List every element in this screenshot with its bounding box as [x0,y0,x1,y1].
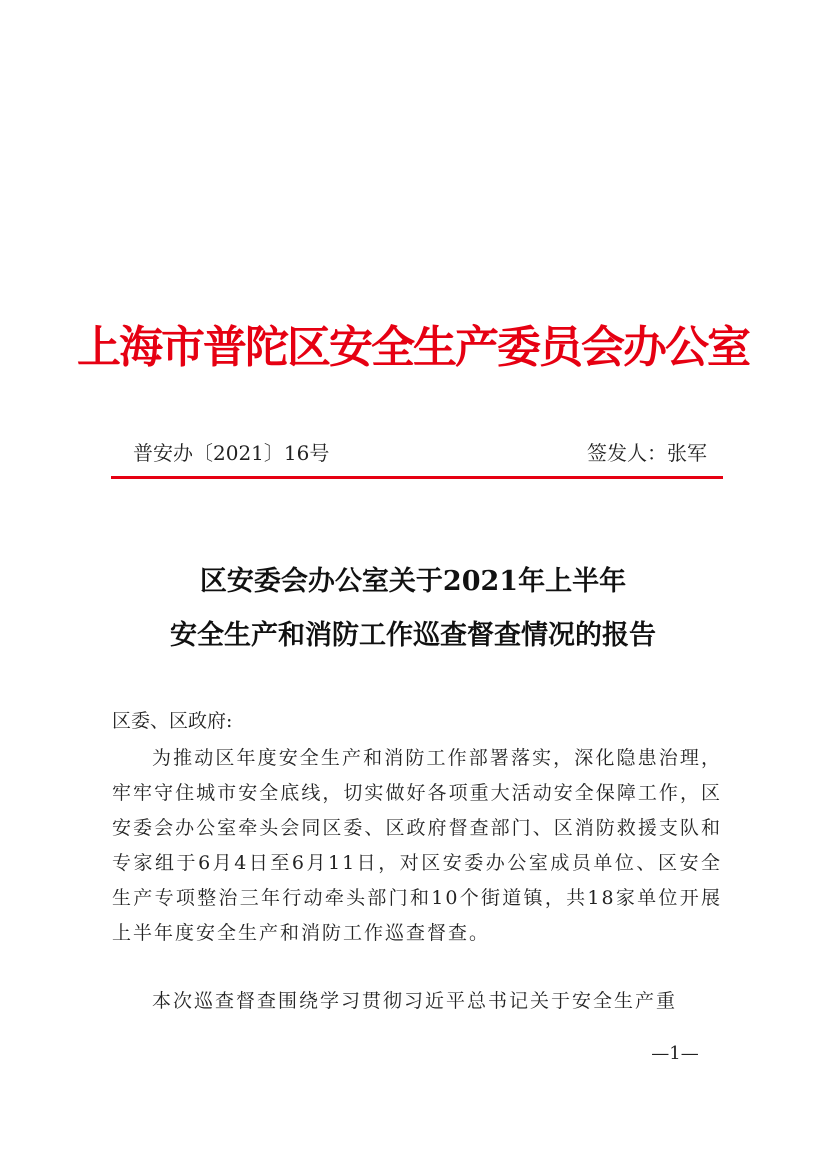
body-paragraph-2: 本次巡查督查围绕学习贯彻习近平总书记关于安全生产重 [152,990,678,1012]
red-separator-line [111,476,723,479]
signer: 签发人：张军 [587,441,707,465]
salutation: 区委、区政府: [112,710,233,732]
body-paragraph-1: 为推动区年度安全生产和消防工作部署落实，深化隐患治理，牢牢守住城市安全底线，切实做好各项重大活动安全保障工作，区安委会办公室牵头会同区委、区政府督查部门、区消防救援支队和专家组于6月4日至6月11日，对区安委办公室成员单位、区安全生产专项整治三年行动牵头部门和10个街道镇，共18家单位开展上半年度安全生产和消防工作巡查督查。 [112,747,722,944]
document-title-line-2: 安全生产和消防工作巡查督查情况的报告 [170,620,656,651]
office-masthead: 上海市普陀区安全生产委员会办公室 [77,322,749,373]
document-number-line [111,438,723,468]
document-title-line-1: 区安委会办公室关于2021年上半年 [199,566,627,597]
page-number: —1— [651,1043,699,1064]
document-number: 普安办〔2021〕16号 [133,441,330,465]
